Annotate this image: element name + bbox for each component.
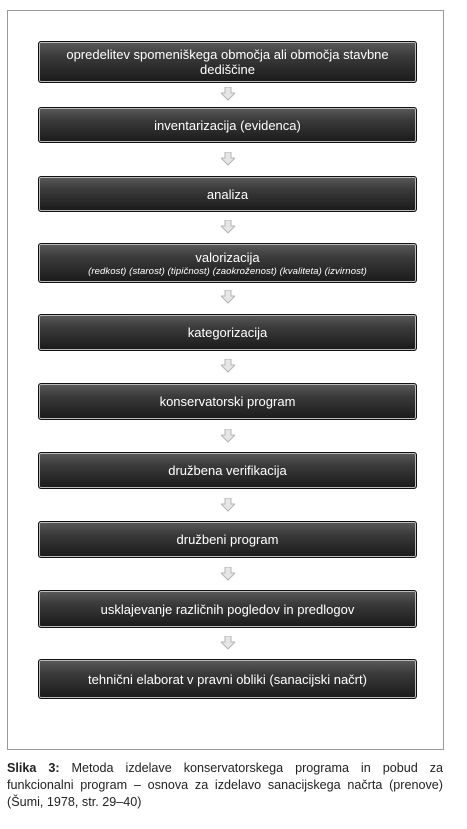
step-4	[38, 243, 417, 283]
step-5	[38, 314, 417, 351]
down-arrow-icon	[221, 290, 235, 304]
step-7	[38, 452, 417, 489]
step-9	[38, 590, 417, 628]
step-label: usklajevanje različnih pogledov in predlogov	[100, 601, 355, 617]
diagram-frame	[7, 10, 444, 750]
down-arrow-icon	[221, 636, 235, 650]
step-label: konservatorski program	[159, 394, 296, 409]
down-arrow-icon	[221, 220, 235, 234]
step-1	[38, 41, 417, 83]
caption-text: Metoda izdelave konservatorskega programa in pobud za funkcionalni program – osnova za izdelavo sanacijskega načrta (prenove) (Šumi, 1978, str. 29–40)	[7, 761, 443, 809]
step-label: analiza	[206, 186, 249, 202]
down-arrow-icon	[221, 498, 235, 512]
step-label: družbeni program	[176, 532, 279, 547]
figure-label: Slika 3:	[7, 761, 60, 775]
down-arrow-icon	[221, 567, 235, 581]
down-arrow-icon	[221, 359, 235, 373]
step-label: valorizacija	[195, 249, 260, 265]
figure-caption	[7, 760, 443, 811]
down-arrow-icon	[221, 429, 235, 443]
step-label: tehnični elaborat v pravni obliki (sanacijski načrt)	[88, 671, 367, 687]
step-label: inventarizacija (evidenca)	[154, 117, 301, 133]
down-arrow-icon	[221, 87, 235, 101]
step-label: družbena verifikacija	[168, 463, 287, 478]
step-label: kategorizacija	[187, 325, 268, 340]
step-8	[38, 521, 417, 558]
step-sublabel: (redkost) (starost) (tipičnost) (zaokroženost) (kvaliteta) (izvirnost)	[88, 265, 367, 277]
step-label: opredelitev spomeniškega območja ali območja stavbne dediščine	[66, 47, 389, 77]
step-2	[38, 107, 417, 143]
step-10	[38, 659, 417, 699]
step-6	[38, 383, 417, 420]
step-3	[38, 176, 417, 212]
down-arrow-icon	[221, 152, 235, 166]
